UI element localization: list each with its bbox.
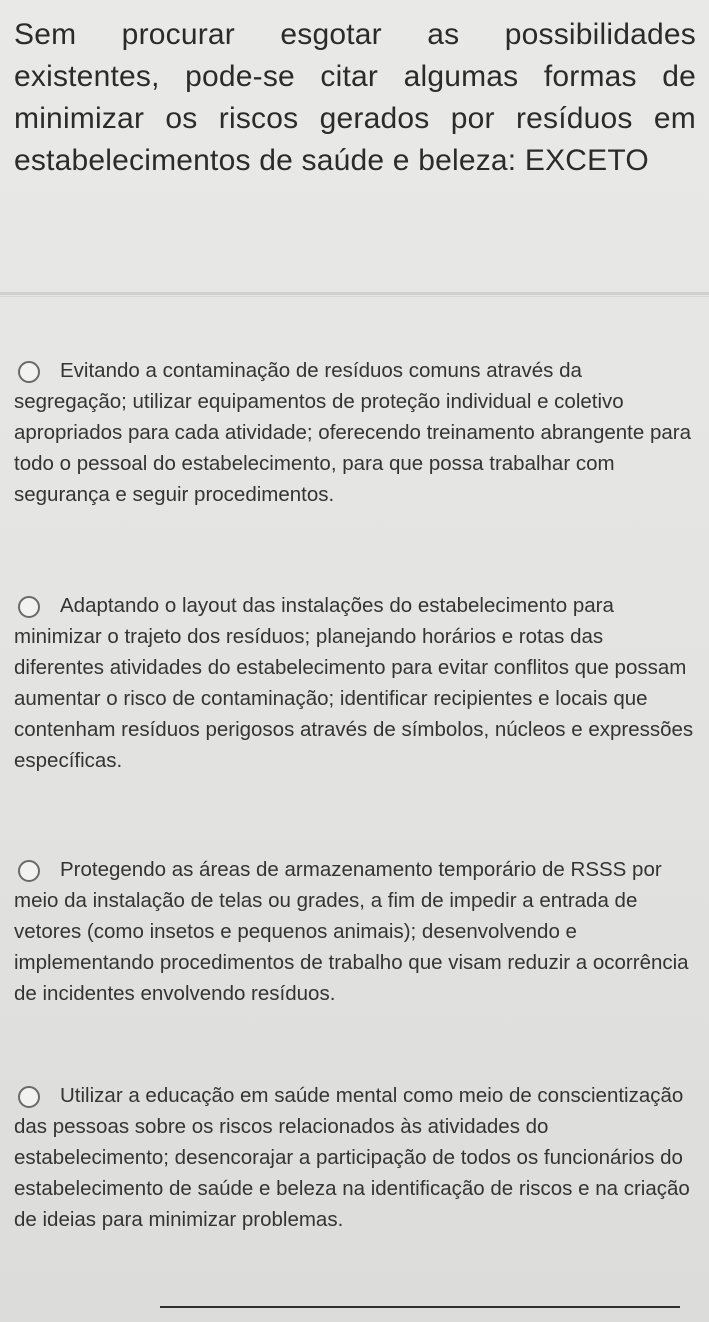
divider: [0, 292, 709, 295]
radio-button-icon[interactable]: [18, 361, 40, 383]
bottom-divider: [160, 1306, 680, 1308]
answer-option-label: Evitando a contaminação de resíduos comuns através da segregação; utilizar equipamentos de proteção individual e coletivo apropriados para cada atividade; oferecendo treinamento abrangente para todo o pessoal do estabelecimento, para que possa trabalhar com segurança e seguir procedimentos.: [14, 359, 691, 506]
answer-option-4[interactable]: [14, 1080, 694, 1235]
radio-button-icon[interactable]: [18, 860, 40, 882]
answer-option-label: Adaptando o layout das instalações do estabelecimento para minimizar o trajeto dos resíduos; planejando horários e rotas das diferentes atividades do estabelecimento para evitar conflitos que possam aumentar o risco de contaminação; identificar recipientes e locais que contenham resíduos perigosos através de símbolos, núcleos e expressões específicas.: [14, 594, 694, 772]
radio-button-icon[interactable]: [18, 1086, 40, 1108]
radio-button-icon[interactable]: [18, 596, 40, 618]
answer-option-label: Utilizar a educação em saúde mental como meio de conscientização das pessoas sobre os riscos relacionados às atividades do estabelecimento; desencorajar a participação de todos os funcionários do estabelecimento de saúde e beleza na identificação de riscos e na criação de ideias para minimizar problemas.: [14, 1084, 690, 1231]
question-text: Sem procurar esgotar as possibilidades existentes, pode-se citar algumas formas de minimizar os riscos gerados por resíduos em estabelecimentos de saúde e beleza: EXCETO: [14, 18, 696, 177]
answer-option-1[interactable]: [14, 355, 694, 510]
divider-shadow: [0, 296, 709, 297]
answer-option-3[interactable]: [14, 854, 694, 1009]
answer-option-label: Protegendo as áreas de armazenamento temporário de RSSS por meio da instalação de telas ou grades, a fim de impedir a entrada de vetores (como insetos e pequenos animais); desenvolvendo e implementando procedimentos de trabalho que visam reduzir a ocorrência de incidentes envolvendo resíduos.: [14, 858, 689, 1005]
answer-option-2[interactable]: [14, 590, 694, 776]
